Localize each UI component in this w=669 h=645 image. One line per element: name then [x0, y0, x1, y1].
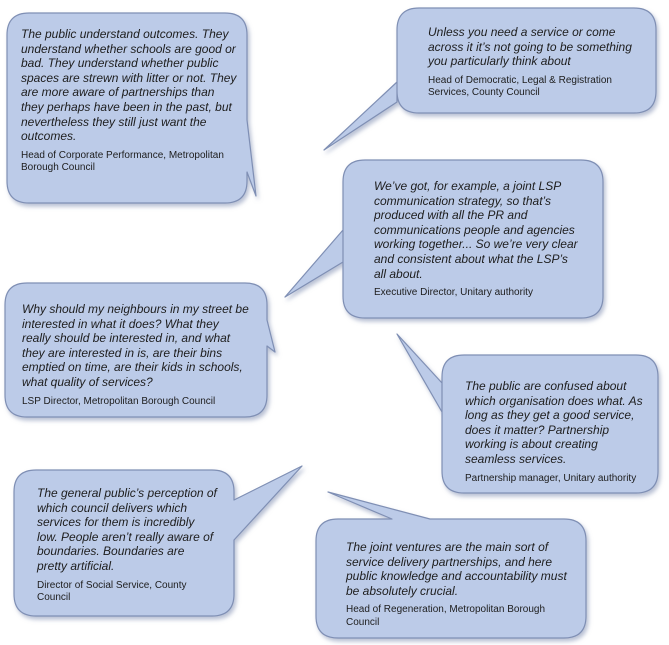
quote-attribution: Head of Corporate Performance, Metropolitan Borough Council [21, 149, 224, 174]
quote-bubble-6 [37, 486, 217, 605]
quote-bubble-5 [465, 379, 648, 485]
quote-text: The public understand outcomes. They understand whether schools are good or bad. They understand whether public spaces are strewn with litter or not. They are more aware of partnerships than they perhaps have been in the past, but nevertheless they still just want the outcomes. [21, 27, 237, 144]
quote-bubble-3 [374, 179, 582, 300]
quote-text: The joint ventures are the main sort of service delivery partnerships, and here public knowledge and accountability must be absolutely crucial. [346, 540, 567, 598]
quote-attribution: Director of Social Service, County Council [37, 579, 187, 604]
quote-text: We’ve got, for example, a joint LSP communication strategy, so that’s produced with all the PR and communications people and agencies working together... So we’re very clear and consistent about what the LSP’s all about. [374, 179, 578, 281]
quote-bubble-4 [22, 302, 250, 408]
quote-bubble-1 [21, 27, 239, 175]
quote-attribution: Executive Director, Unitary authority [374, 287, 533, 299]
quote-bubble-7 [346, 540, 572, 630]
quote-attribution: LSP Director, Metropolitan Borough Council [22, 395, 216, 407]
quote-bubble-2 [428, 25, 636, 100]
quote-text: Why should my neighbours in my street be interested in what it does? What they really should be interested in, and what they are interested in is, are their bins emptied on time, are their kids in schools, what quality of services? [22, 302, 249, 389]
quote-text: The general public’s perception of which council delivers which services for them is incredibly low. People aren’t really aware of boundaries. Boundaries are pretty artificial. [37, 486, 217, 573]
quote-attribution: Head of Democratic, Legal & Registration Services, County Council [428, 74, 612, 99]
quote-text: The public are confused about which organisation does what. As long as they get a good service, does it matter? Partnership working is about creating seamless services. [465, 379, 643, 466]
quote-attribution: Partnership manager, Unitary authority [465, 472, 637, 484]
quote-attribution: Head of Regeneration, Metropolitan Borough Council [346, 604, 546, 628]
quote-text: Unless you need a service or come across it it’s not going to be something you particularly think about [428, 25, 632, 69]
